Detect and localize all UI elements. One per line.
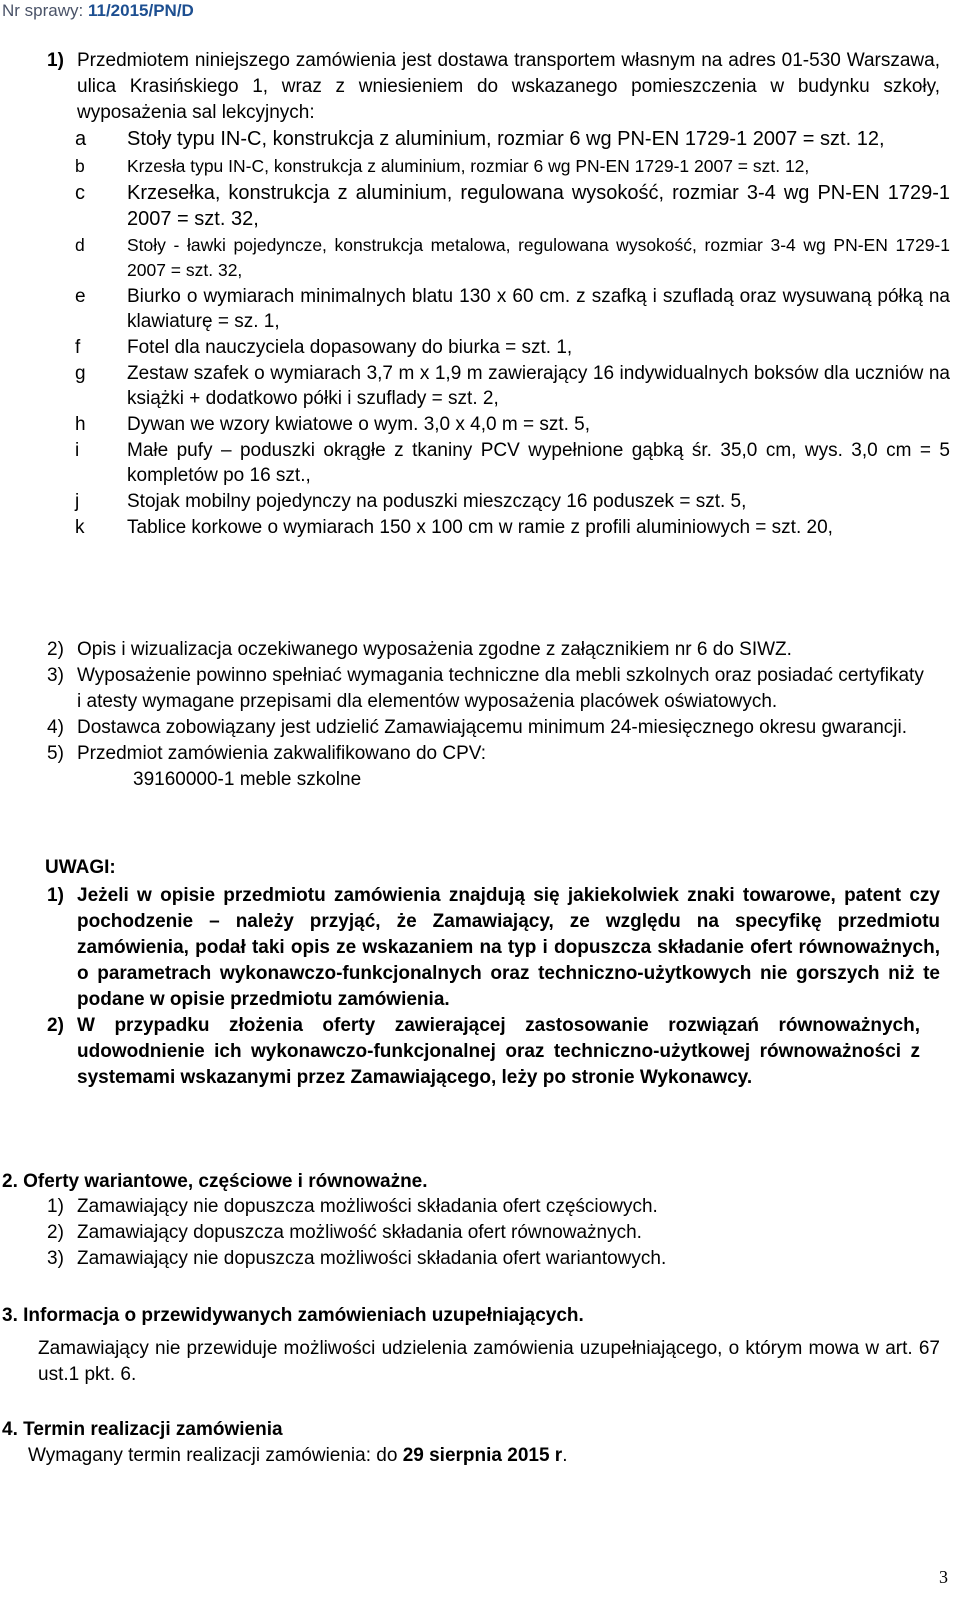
section-2-title: 2. Oferty wariantowe, częściowe i równoważne. [2,1171,428,1192]
case-reference-label: Nr sprawy: [2,1,84,20]
section-3-title: 3. Informacja o przewidywanych zamówieniach uzupełniających. [2,1305,584,1326]
remark-2: 2) W przypadku złożenia oferty zawierającej zastosowanie rozwiązań równoważnych, udowodnienie ich wykonawczo-funkcjonalnej oraz techniczno-użytkowej równoważności z systemami wskazanymi przez Zamawiającego, leży po stronie Wykonawcy. [47,1015,920,1088]
section-2-item: 2) Zamawiający dopuszcza możliwość składania ofert równoważnych. [47,1222,642,1243]
item-3: 3) Wyposażenie powinno spełniać wymagania techniczne dla mebli szkolnych oraz posiadać certyfikaty i atesty wymagane przepisami dla elementów wyposażenia placówek oświatowych. [47,665,924,712]
item-1 [45,48,940,126]
list-item: c Krzesełka, konstrukcja z aluminium, regulowana wysokość, rozmiar 3-4 wg PN-EN 1729-1 2007 = szt. 32, [75,182,950,230]
list-item: b Krzesła typu IN-C, konstrukcja z aluminium, rozmiar 6 wg PN-EN 1729-1 2007 = szt. 12, [75,156,810,176]
list-item: a Stoły typu IN-C, konstrukcja z aluminium, rozmiar 6 wg PN-EN 1729-1 2007 = szt. 12, [75,128,885,150]
section-2-item: 1) Zamawiający nie dopuszcza możliwości składania ofert częściowych. [47,1196,658,1217]
item-4: 4) Dostawca zobowiązany jest udzielić Zamawiającemu minimum 24-miesięcznego okresu gwarancji. [47,717,908,738]
items-2-5 [45,637,925,793]
case-reference-number: 11/2015/PN/D [87,1,194,20]
list-item: j Stojak mobilny pojedynczy na poduszki mieszczący 16 poduszek = szt. 5, [75,491,747,512]
item-2: 2) Opis i wizualizacja oczekiwanego wyposażenia zgodne z załącznikiem nr 6 do SIWZ. [47,639,792,660]
list-item: i Małe pufy – poduszki okrągłe z tkaniny PCV wypełnione gąbką śr. 35,0 cm, wys. 3,0 cm = 5 kompletów po 16 szt., [75,440,950,486]
list-item: e Biurko o wymiarach minimalnych blatu 130 x 60 cm. z szafką i szufladą oraz wysuwaną półką na klawiaturę = sz. 1, [75,286,950,332]
equipment-list [45,126,950,541]
item-5: 5) Przedmiot zamówienia zakwalifikowano do CPV: [47,743,487,764]
remarks-title: UWAGI: [45,857,116,878]
cpv-code: 39160000-1 meble szkolne [133,769,362,790]
section-3-text: Zamawiający nie przewiduje możliwości udzielenia zamówienia uzupełniającego, o którym mowa w art. 67 ust.1 pkt. 6. [38,1338,940,1385]
deadline-date: 29 sierpnia 2015 r [402,1445,563,1466]
remark-1: 1) Jeżeli w opisie przedmiotu zamówienia znajdują się jakiekolwiek znaki towarowe, patent czy pochodzenie – należy przyjąć, że Zamawiający, ze względu na specyfikę przedmiotu zamówienia, podał taki opis ze wskazaniem na typ i dopuszcza składanie ofert równoważnych, o parametrach wykonawczo-funkcjonalnych oraz techniczno-użytkowych nie gorszych niż te podane w opisie przedmiotu zamówienia. [47,885,940,1010]
remarks-list [45,883,940,1091]
section-2-item: 3) Zamawiający nie dopuszcza możliwości składania ofert wariantowych. [47,1248,667,1269]
list-item: k Tablice korkowe o wymiarach 150 x 100 cm w ramie z profili aluminiowych = szt. 20, [75,517,833,538]
page-number: 3 [939,1567,948,1587]
section-4-title: 4. Termin realizacji zamówienia [2,1419,283,1440]
list-item: g Zestaw szafek o wymiarach 3,7 m x 1,9 m zawierający 16 indywidualnych boksów dla uczniów na książki + dodatkowo półki i szuflady = szt. 2, [75,363,950,409]
list-item: f Fotel dla nauczyciela dopasowany do biurka = szt. 1, [75,337,573,358]
item-1-text: Przedmiotem niniejszego zamówienia jest dostawa transportem własnym na adres 01-530 Warszawa, ulica Krasińskiego 1, wraz z wniesieniem do wskazanego pomieszczenia w budynku szkoły, wyposażenia sal lekcyjnych: [77,50,940,123]
case-reference [2,0,194,22]
list-item: d Stoły - ławki pojedyncze, konstrukcja metalowa, regulowana wysokość, rozmiar 3-4 wg PN-EN 1729-1 2007 = szt. 32, [75,235,950,280]
section-4-text: Wymagany termin realizacji zamówienia: do 29 sierpnia 2015 r. [28,1445,568,1466]
list-item: h Dywan we wzory kwiatowe o wym. 3,0 x 4,0 m = szt. 5, [75,414,591,435]
item-1-number: 1) [47,50,64,71]
section-2-list [45,1194,925,1272]
